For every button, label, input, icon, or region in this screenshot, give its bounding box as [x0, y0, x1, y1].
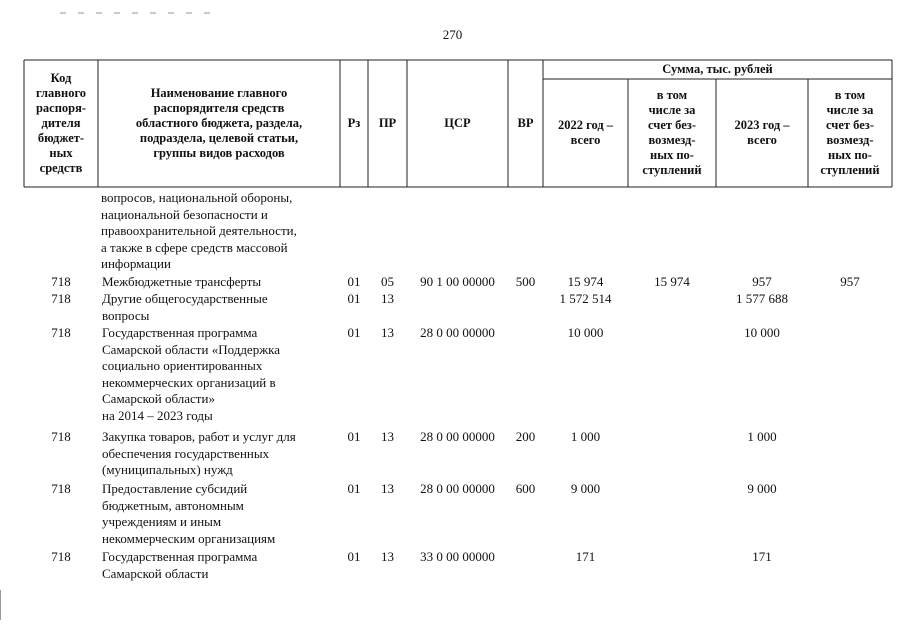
row-2023-total: 1 577 688 — [736, 291, 788, 306]
row-name: Закупка товаров, работ и услуг для обеспечения государственных (муниципальных) нужд — [102, 429, 296, 478]
row-rz: 01 — [347, 325, 361, 340]
row-2022-total: 9 000 — [570, 481, 601, 496]
row-csr: 28 0 00 00000 — [420, 429, 495, 444]
row-2023-total: 10 000 — [744, 325, 780, 340]
row-name: вопросов, национальной обороны, национальной безопасности и правоохранительной деятельности, а также в сфере средств массовой информации — [101, 190, 297, 272]
row-pr: 13 — [381, 429, 394, 444]
row-code: 718 — [51, 549, 71, 564]
header-2022-total: 2022 год – всего — [557, 118, 614, 147]
row-csr: 33 0 00 00000 — [420, 549, 495, 564]
row-2023-total: 171 — [752, 549, 772, 564]
header-name: Наименование главного распорядителя средств областного бюджета, раздела, подраздела, целевой статьи, группы видов расходов — [135, 86, 303, 160]
row-name: Предоставление субсидий бюджетным, автономным учреждениям и иным некоммерческим организациям — [102, 481, 276, 546]
page-number: 270 — [442, 27, 463, 42]
scan-edge-mark — [0, 590, 1, 620]
row-pr: 13 — [381, 481, 394, 496]
row-2022-total: 15 974 — [567, 274, 604, 289]
row-rz: 01 — [347, 291, 361, 306]
row-code: 718 — [51, 429, 71, 444]
row-name: Другие общегосударственные вопросы — [102, 291, 268, 323]
header-sum: Сумма, тыс. рублей — [662, 62, 773, 76]
row-rz: 01 — [347, 549, 361, 564]
row-code: 718 — [51, 291, 71, 306]
row-rz: 01 — [347, 274, 361, 289]
row-pr: 13 — [381, 291, 394, 306]
row-code: 718 — [51, 325, 71, 340]
header-csr: ЦСР — [444, 116, 471, 130]
row-vr: 600 — [515, 481, 536, 496]
row-csr: 28 0 00 00000 — [420, 481, 495, 496]
header-2023-free: в том числе за счет без- возмезд- ных по- ступлений — [820, 88, 880, 177]
row-vr: 200 — [515, 429, 536, 444]
header-vr: ВР — [517, 116, 534, 130]
header-code: Код главного распоря- дителя бюджет- ных средств — [35, 71, 87, 175]
row-rz: 01 — [347, 481, 361, 496]
row-code: 718 — [51, 274, 71, 289]
header-2023-total: 2023 год – всего — [734, 118, 790, 147]
row-rz: 01 — [347, 429, 361, 444]
row-code: 718 — [51, 481, 71, 496]
row-2023-total: 957 — [752, 274, 772, 289]
row-csr: 90 1 00 00000 — [420, 274, 495, 289]
row-pr: 13 — [381, 549, 394, 564]
row-vr: 500 — [515, 274, 536, 289]
row-2022-total: 10 000 — [567, 325, 604, 340]
row-name: Государственная программа Самарской области «Поддержка социально ориентированных некоммерческих организаций в Самарской области» на 2014 – 2023 годы — [102, 325, 281, 423]
row-2023-total: 9 000 — [747, 481, 777, 496]
row-2022-total: 1 000 — [570, 429, 601, 444]
header-2022-free: в том числе за счет без- возмезд- ных по- ступлений — [642, 88, 702, 177]
row-csr: 28 0 00 00000 — [420, 325, 495, 340]
row-2022-free: 15 974 — [654, 274, 690, 289]
row-2023-total: 1 000 — [747, 429, 777, 444]
header-rz: Рз — [347, 116, 361, 130]
row-pr: 05 — [381, 274, 394, 289]
row-name: Государственная программа Самарской области — [102, 549, 258, 581]
row-pr: 13 — [381, 325, 394, 340]
row-2022-total: 171 — [575, 549, 596, 564]
row-name: Межбюджетные трансферты — [102, 274, 262, 289]
row-2023-free: 957 — [840, 274, 860, 289]
header-pr: ПР — [378, 116, 397, 130]
row-2022-total: 1 572 514 — [559, 291, 612, 306]
